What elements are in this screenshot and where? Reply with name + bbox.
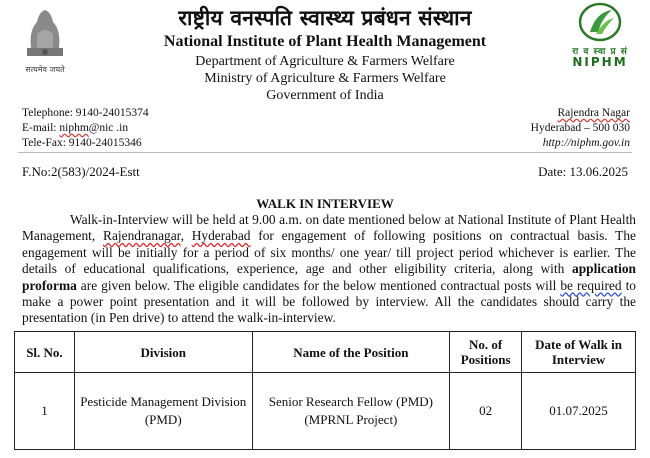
institute-title-hindi: राष्ट्रीय वनस्पति स्वास्थ्य प्रबंधन संस्थान <box>178 6 472 30</box>
website-link[interactable]: http://niphm.gov.in <box>542 137 630 149</box>
email <box>22 122 128 134</box>
para-part-2: for engagement of following positions on contractual basis. The engagement will be initially for a period of six months/ one year/ till project period whichever is earlier. The details of educational qualifications, experience, age and other eligibility criteria, along with <box>22 228 636 277</box>
email-label: E-mail: <box>22 122 60 134</box>
table-row <box>15 373 636 450</box>
header-date: Date of Walk in Interview <box>522 332 636 373</box>
ministry-name: Ministry of Agriculture & Farmers Welfare <box>204 71 446 86</box>
telephone: Telephone: 9140-24015374 <box>22 107 149 119</box>
cell-division: Pesticide Management Division (PMD) <box>74 373 252 450</box>
address-city: Hyderabad – 500 030 <box>530 122 630 134</box>
institute-title-english: National Institute of Plant Health Management <box>163 33 487 50</box>
emblem-motto: सत्यमेव जयते <box>25 65 65 74</box>
cell-sl-no: 1 <box>15 373 75 450</box>
table-header-row <box>15 332 636 373</box>
para-place-2: Hyderabad <box>191 228 251 244</box>
para-sep: , <box>180 228 192 244</box>
government-name: Government of India <box>266 88 384 103</box>
cell-position: Senior Research Fellow (PMD) (MPRNL Project) <box>252 373 450 450</box>
address-area <box>558 107 630 119</box>
cell-count: 02 <box>450 373 522 450</box>
email-domain: @nic .in <box>88 122 129 134</box>
niphm-logo-hindi: रा व स्वा प्र सं <box>572 47 628 57</box>
department-name: Department of Agriculture & Farmers Welfare <box>195 54 455 69</box>
niphm-logo-icon <box>578 2 622 42</box>
para-be-required: be required <box>560 277 622 293</box>
para-part-1: Walk-in-Interview will be held at 9.00 a.m. on date mentioned below at National Institute of Plant Health Management, <box>22 212 636 244</box>
para-part-4: to make a power point presentation and it will be followed by interview. All the candidates should carry the presentation (in Pen drive) to attend the walk-in-interview. <box>22 277 636 326</box>
header-position: Name of the Position <box>252 332 450 373</box>
file-number: F.No:2(583)/2024-Estt <box>22 164 140 179</box>
para-place-1: Rajendranagar <box>103 228 181 244</box>
address-area-text: Rajendra Nagar <box>557 107 630 119</box>
header-sl-no: Sl. No. <box>15 332 75 373</box>
header-divider <box>18 152 632 153</box>
email-user: niphm <box>59 122 89 134</box>
header-count: No. of Positions <box>450 332 522 373</box>
cell-date: 01.07.2025 <box>522 373 636 450</box>
notice-date: Date: 13.06.2025 <box>538 164 628 179</box>
notice-paragraph <box>22 212 636 327</box>
niphm-logo-text: NIPHM <box>572 55 628 69</box>
header-division: Division <box>74 332 252 373</box>
telefax: Tele-Fax: 9140-24015346 <box>22 137 142 149</box>
para-bold: application proforma <box>22 261 636 293</box>
notice-heading: WALK IN INTERVIEW <box>256 196 394 211</box>
para-part-3: are given below. The eligible candidates for the below mentioned contractual posts will <box>76 277 561 293</box>
positions-table <box>14 331 636 450</box>
